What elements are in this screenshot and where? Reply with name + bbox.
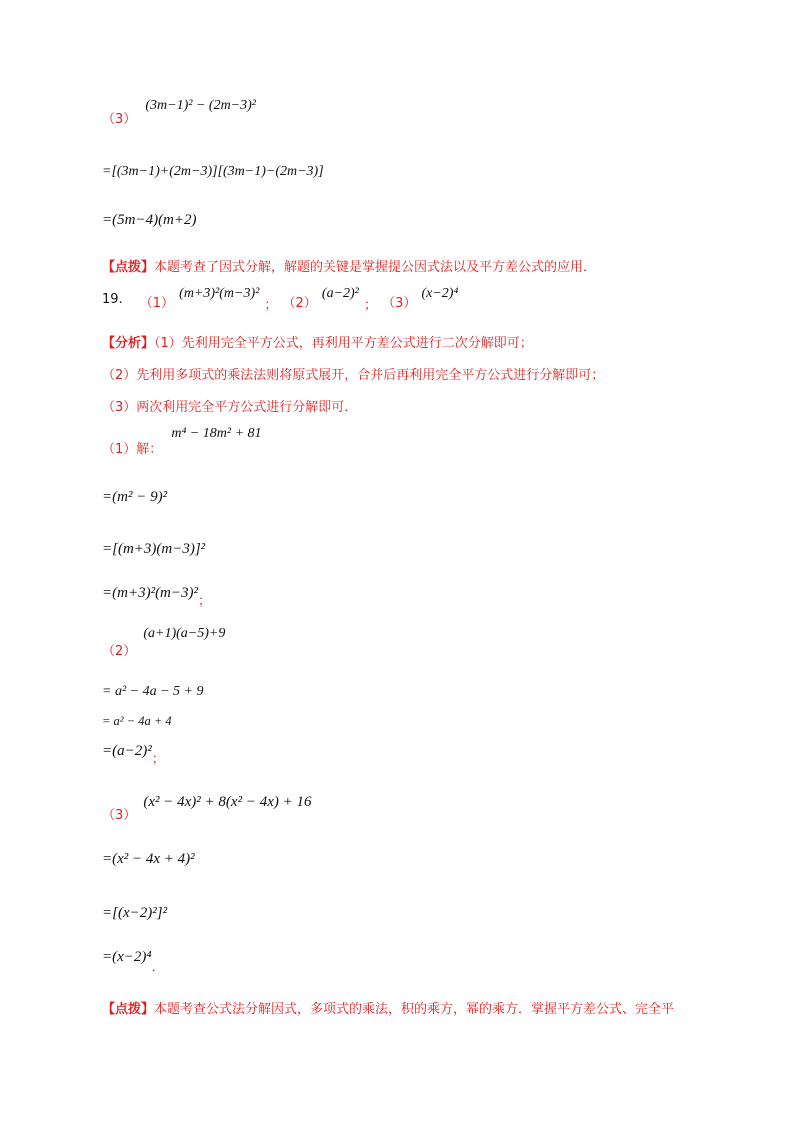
p18-part3-step2 xyxy=(102,209,197,229)
sol1-step3-expr: =(m+3)²(m−3)² xyxy=(102,585,199,601)
answer19-p1: (m+3)²(m−3)² xyxy=(179,286,260,301)
answer19-sep2: ； xyxy=(363,298,377,313)
note19-row xyxy=(102,998,674,1017)
p18-step1-expr: =[(3m−1)+(2m−3)][(3m−1)−(2m−3)] xyxy=(102,164,324,179)
sol1-end: ； xyxy=(198,594,212,609)
sol1-step2 xyxy=(102,538,205,558)
answer19-p2-label: （2） xyxy=(282,296,317,311)
answer19-number: 19. xyxy=(102,292,123,307)
sol1-label: （1）解： xyxy=(102,442,163,457)
sol3-row xyxy=(102,794,312,823)
sol1-step1-expr: =(m² − 9)² xyxy=(102,489,168,505)
sol1-step2-expr: =[(m+3)(m−3)]² xyxy=(102,541,206,557)
p18-part3-row xyxy=(102,98,256,127)
sol3-expr: (x² − 4x)² + 8(x² − 4x) + 16 xyxy=(143,794,312,810)
sol3-label: （3） xyxy=(102,808,137,823)
note19-text: 本题考查公式法分解因式，多项式的乘法，积的乘方，幂的乘方．掌握平方差公式、完全平 xyxy=(154,1002,675,1017)
analysis-line2 xyxy=(102,364,604,383)
sol3-end: ． xyxy=(151,960,165,975)
sol3-step2 xyxy=(102,902,167,922)
sol2-row xyxy=(102,626,226,659)
sol3-step2-expr: =[(x−2)²]² xyxy=(102,905,168,921)
answer19-p3: (x−2)⁴ xyxy=(421,286,459,301)
analysis-line1 xyxy=(102,332,533,351)
sol1-expr: m⁴ − 18m² + 81 xyxy=(171,426,262,441)
sol1-row xyxy=(102,426,262,457)
note18-tag: 【点拨】 xyxy=(102,260,155,275)
sol3-step3 xyxy=(102,946,165,975)
sol2-step1-expr: = a² − 4a − 5 + 9 xyxy=(102,684,204,699)
analysis-line3 xyxy=(102,396,357,415)
sol2-label: （2） xyxy=(102,644,137,659)
answer19-row xyxy=(102,286,459,313)
analysis-text3: （3）两次利用完全平方公式进行分解即可． xyxy=(102,400,358,415)
p18-part3-step1 xyxy=(102,160,324,180)
sol2-step2-expr: = a² − 4a + 4 xyxy=(102,714,172,728)
note19-tag: 【点拨】 xyxy=(102,1002,155,1017)
sol3-step1-expr: =(x² − 4x + 4)² xyxy=(102,851,195,867)
sol2-step3-expr: =(a−2)² xyxy=(102,743,152,759)
answer19-sep1: ； xyxy=(264,298,278,313)
sol2-end: ； xyxy=(151,752,165,767)
analysis-text2: （2）先利用多项式的乘法法则将原式展开，合并后再利用完全平方公式进行分解即可； xyxy=(102,368,605,383)
sol1-step3 xyxy=(102,582,212,609)
sol3-step3-expr: =(x−2)⁴ xyxy=(102,949,152,965)
answer19-p3-label: （3） xyxy=(382,296,417,311)
analysis-text1: （1）先利用完全平方公式，再利用平方差公式进行二次分解即可； xyxy=(154,336,533,351)
answer19-p1-label: （1） xyxy=(139,296,175,311)
p18-part3-label: （3） xyxy=(102,112,137,127)
sol2-step3 xyxy=(102,740,165,767)
analysis-tag: 【分析】 xyxy=(102,336,155,351)
sol1-step1 xyxy=(102,486,167,506)
sol2-step2 xyxy=(102,710,172,729)
p18-step2-expr: =(5m−4)(m+2) xyxy=(102,212,197,228)
sol2-step1 xyxy=(102,680,204,700)
p18-part3-expr: (3m−1)² − (2m−3)² xyxy=(145,98,256,113)
sol2-expr: (a+1)(a−5)+9 xyxy=(143,626,226,641)
note18-row xyxy=(102,256,596,275)
sol3-step1 xyxy=(102,848,195,868)
note18-text: 本题考查了因式分解，解题的关键是掌握提公因式法以及平方差公式的应用． xyxy=(154,260,597,275)
answer19-p2: (a−2)² xyxy=(321,286,359,301)
